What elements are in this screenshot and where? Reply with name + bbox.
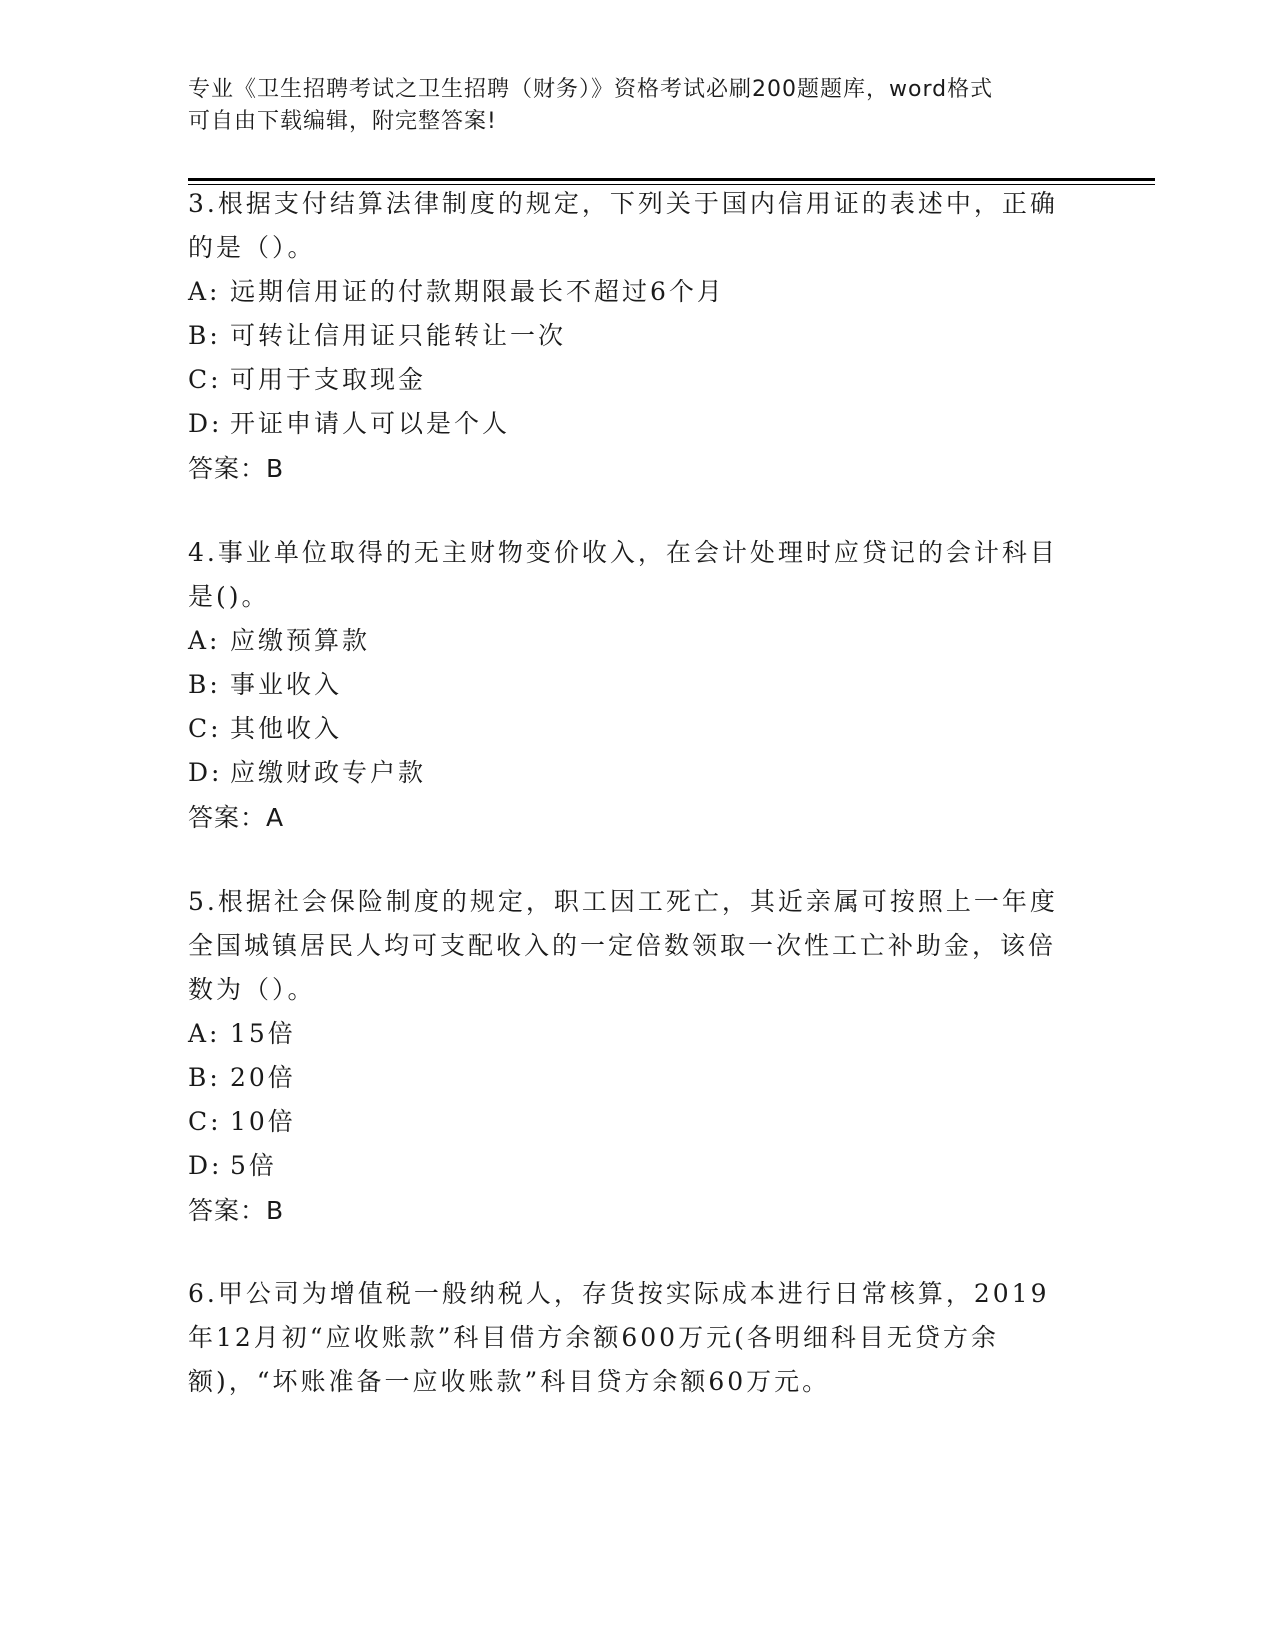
header-rule-thick xyxy=(188,178,1155,181)
option-a xyxy=(188,1012,1068,1056)
option-label: C: xyxy=(188,1107,222,1136)
option-b xyxy=(188,663,1068,707)
option-text: 15倍 xyxy=(230,1019,296,1048)
option-c xyxy=(188,358,1068,402)
option-label: D: xyxy=(188,409,223,438)
option-a xyxy=(188,619,1068,663)
option-label: A: xyxy=(188,626,221,655)
option-text: 事业收入 xyxy=(230,670,343,699)
option-label: B: xyxy=(188,321,221,350)
question-5 xyxy=(188,880,1068,1234)
option-text: 可转让信用证只能转让一次 xyxy=(230,321,567,350)
option-text: 其他收入 xyxy=(230,714,343,743)
header-line-2: 可自由下载编辑，附完整答案! xyxy=(188,109,497,134)
option-text: 10倍 xyxy=(230,1107,296,1136)
option-b xyxy=(188,1056,1068,1100)
option-label: C: xyxy=(188,714,222,743)
option-label: B: xyxy=(188,670,221,699)
option-label: A: xyxy=(188,277,221,306)
option-label: B: xyxy=(188,1063,221,1092)
question-3 xyxy=(188,182,1068,492)
option-d xyxy=(188,1144,1068,1188)
answer: 答案：B xyxy=(188,1196,285,1225)
option-text: 应缴预算款 xyxy=(230,626,371,655)
option-text: 开证申请人可以是个人 xyxy=(230,409,511,438)
question-6 xyxy=(188,1272,1068,1404)
option-b xyxy=(188,314,1068,358)
option-c xyxy=(188,1100,1068,1144)
option-label: D: xyxy=(188,758,223,787)
option-text: 可用于支取现金 xyxy=(230,365,427,394)
option-text: 远期信用证的付款期限最长不超过6个月 xyxy=(230,277,725,306)
option-d xyxy=(188,751,1068,795)
option-text: 5倍 xyxy=(230,1151,277,1180)
answer: 答案：B xyxy=(188,454,285,483)
document-header xyxy=(188,74,1068,138)
option-a xyxy=(188,270,1068,314)
option-text: 应缴财政专户款 xyxy=(230,758,427,787)
question-text: 3.根据支付结算法律制度的规定，下列关于国内信用证的表述中，正确的是（）。 xyxy=(188,189,1058,262)
answer: 答案：A xyxy=(188,803,285,832)
question-4 xyxy=(188,531,1068,841)
question-text: 4.事业单位取得的无主财物变价收入，在会计处理时应贷记的会计科目是()。 xyxy=(188,538,1058,611)
option-d xyxy=(188,402,1068,446)
question-text: 5.根据社会保险制度的规定，职工因工死亡，其近亲属可按照上一年度全国城镇居民人均可支配收入的一定倍数领取一次性工亡补助金，该倍数为（）。 xyxy=(188,887,1058,1004)
option-label: C: xyxy=(188,365,222,394)
option-label: D: xyxy=(188,1151,223,1180)
header-line-1: 专业《卫生招聘考试之卫生招聘（财务）》资格考试必刷200题题库，word格式 xyxy=(188,77,994,102)
option-c xyxy=(188,707,1068,751)
question-text: 6.甲公司为增值税一般纳税人，存货按实际成本进行日常核算，2019年12月初“应收账款”科目借方余额600万元(各明细科目无贷方余额)，“坏账准备一应收账款”科目贷方余额60万元。 xyxy=(188,1279,1050,1396)
option-text: 20倍 xyxy=(230,1063,296,1092)
option-label: A: xyxy=(188,1019,221,1048)
